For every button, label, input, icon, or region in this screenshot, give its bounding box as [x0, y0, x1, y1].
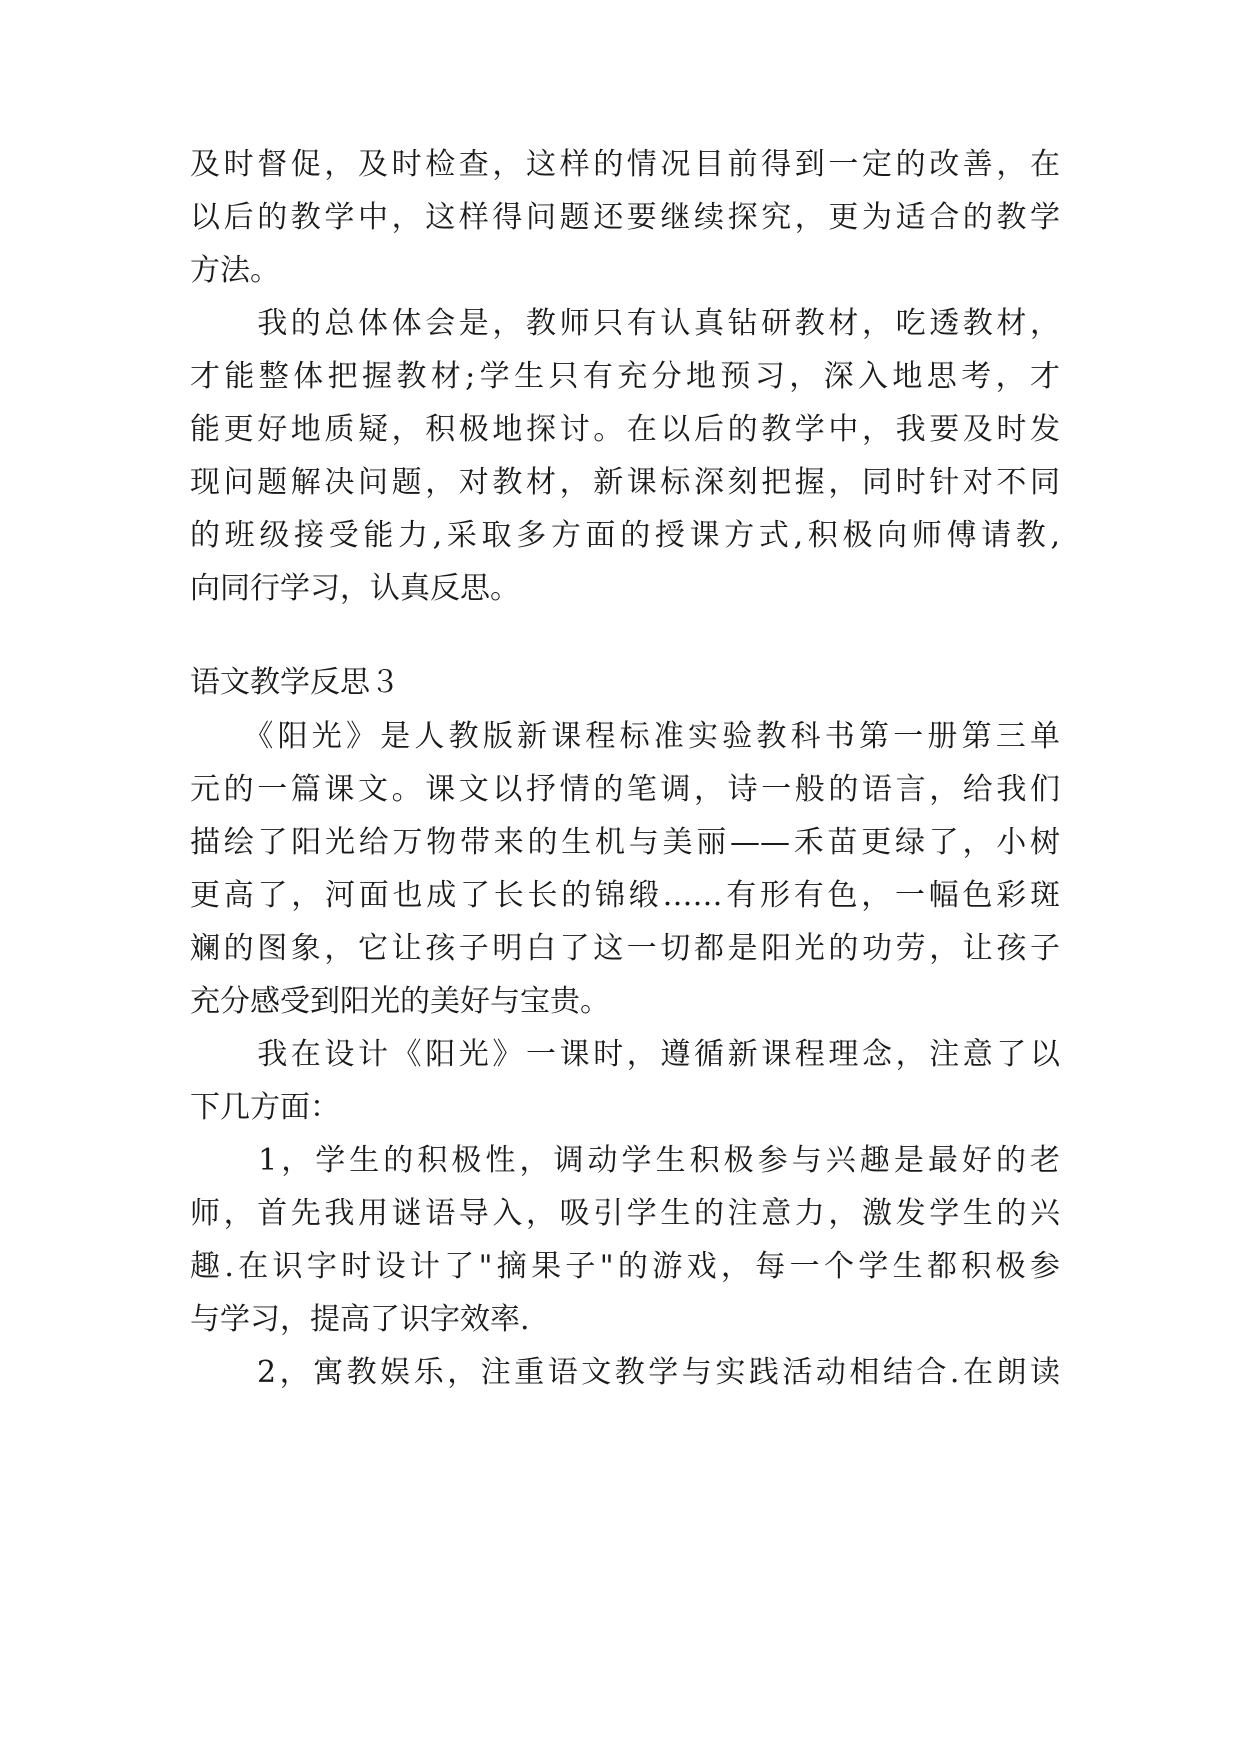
paragraph-line: 方法。 — [190, 253, 280, 288]
paragraph-line: 我的总体体会是，教师只有认真钻研教材，吃透教材， — [190, 306, 1060, 341]
paragraph-line: 元的一篇课文。课文以抒情的笔调，诗一般的语言，给我们 — [190, 772, 1060, 807]
paragraph-line: 能更好地质疑，积极地探讨。在以后的教学中，我要及时发 — [190, 412, 1060, 447]
paragraph-line: 师，首先我用谜语导入，吸引学生的注意力，激发学生的兴 — [190, 1196, 1060, 1231]
section-heading: 语文教学反思３ — [190, 665, 400, 700]
paragraph-line: 趣.在识字时设计了"摘果子"的游戏，每一个学生都积极参 — [190, 1249, 1060, 1284]
paragraph-line: 斓的图象，它让孩子明白了这一切都是阳光的功劳，让孩子 — [190, 931, 1060, 966]
paragraph-line: 下几方面： — [190, 1090, 340, 1125]
paragraph-line: 我在设计《阳光》一课时，遵循新课程理念，注意了以 — [190, 1037, 1060, 1072]
paragraph-line: 1，学生的积极性，调动学生积极参与兴趣是最好的老 — [190, 1143, 1060, 1178]
paragraph-line: 2，寓教娱乐，注重语文教学与实践活动相结合.在朗读 — [190, 1355, 1060, 1390]
paragraph-line: 向同行学习，认真反思。 — [190, 571, 520, 606]
paragraph-line: 及时督促，及时检查，这样的情况目前得到一定的改善，在 — [190, 147, 1060, 182]
paragraph-line: 现问题解决问题，对教材，新课标深刻把握，同时针对不同 — [190, 465, 1060, 500]
paragraph-line: 描绘了阳光给万物带来的生机与美丽——禾苗更绿了，小树 — [190, 825, 1060, 860]
paragraph-line: 充分感受到阳光的美好与宝贵。 — [190, 984, 610, 1019]
paragraph-line: 《阳光》是人教版新课程标准实验教科书第一册第三单 — [190, 719, 1060, 754]
paragraph-line: 的班级接受能力,采取多方面的授课方式,积极向师傅请教, — [190, 518, 1060, 553]
paragraph-line: 更高了，河面也成了长长的锦缎……有形有色，一幅色彩斑 — [190, 878, 1060, 913]
paragraph-line: 以后的教学中，这样得问题还要继续探究，更为适合的教学 — [190, 200, 1060, 235]
paragraph-line: 才能整体把握教材;学生只有充分地预习，深入地思考，才 — [190, 359, 1060, 394]
paragraph-line: 与学习，提高了识字效率. — [190, 1302, 530, 1337]
